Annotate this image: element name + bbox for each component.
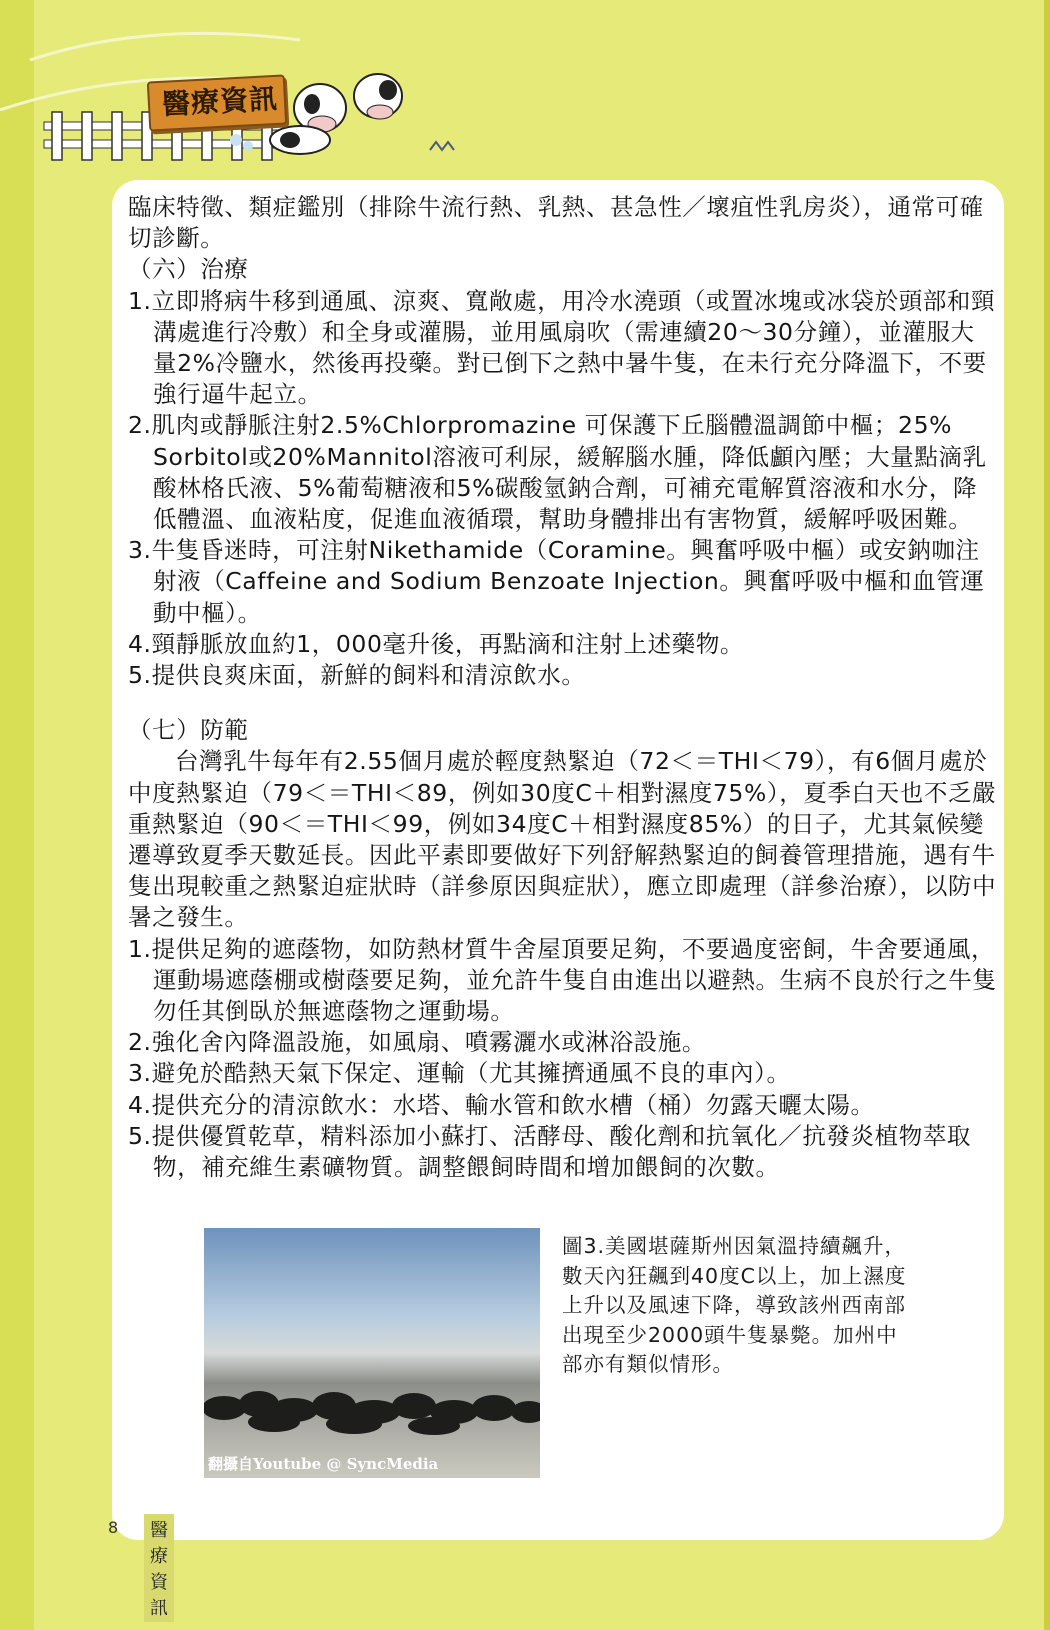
cattle-silhouettes	[204, 1378, 540, 1438]
list-item: 1.提供足夠的遮蔭物，如防熱材質牛舍屋頂要足夠，不要過度密飼，牛舍要通風，運動場遮蔭棚或樹蔭要足夠，並允許牛隻自由進出以避熱。生病不良於行之牛隻勿任其倒臥於無遮蔭物之運動場。	[128, 934, 997, 1026]
paragraph: 臨床特徵、類症鑑別（排除牛流行熱、乳熱、甚急性／壞疽性乳房炎），通常可確切診斷。	[128, 193, 984, 253]
list-item: 4.提供充分的清涼飲水：水塔、輸水管和飲水槽（桶）勿露天曬太陽。	[128, 1090, 875, 1119]
footer-section-label: 醫療資訊	[144, 1514, 174, 1622]
section-title: 醫療資訊	[161, 81, 279, 122]
list-item: 1.立即將病牛移到通風、涼爽、寬敞處，用冷水澆頭（或置冰塊或冰袋於頭部和頸溝處進行冷敷）和全身或灌腸，並用風扇吹（需連續20～30分鐘），並灌服大量2%冷鹽水，然後再投藥。對已倒下之熱中暑牛隻，在未行充分降溫下，不要強行逼牛起立。	[128, 286, 996, 409]
photo-credit: 翻攝自Youtube @ SyncMedia	[208, 1455, 439, 1473]
list-item: 5.提供良爽床面，新鮮的飼料和清涼飲水。	[128, 661, 586, 690]
list-item: 3.牛隻昏迷時，可注射Nikethamide（Coramine。興奮呼吸中樞）或安鈉咖注射液（Caffeine and Sodium Benzoate Injection。興奮呼吸中樞和血管運動中樞）。	[128, 536, 985, 627]
article-body	[128, 192, 998, 1183]
list-item: 5.提供優質乾草，精料添加小蘇打、活酵母、酸化劑和抗氧化／抗發炎植物萃取物，補充維生素礦物質。調整餵飼時間和增加餵飼的次數。	[128, 1121, 972, 1182]
figure-caption: 圖3.美國堪薩斯州因氣溫持續飆升，數天內狂飆到40度C以上，加上濕度上升以及風速下降，導致該州西南部出現至少2000頭牛隻暴斃。加州中部亦有類似情形。	[562, 1234, 907, 1376]
subheading-treatment: （六）治療	[128, 255, 249, 284]
right-edge	[1044, 0, 1050, 1630]
list-item: 4.頸靜脈放血約1，000毫升後，再點滴和注射上述藥物。	[128, 629, 745, 658]
paragraph: 台灣乳牛每年有2.55個月處於輕度熱緊迫（72＜＝THI＜79），有6個月處於中度熱緊迫（79＜＝THI＜89，例如30度C＋相對濕度75%），夏季白天也不乏嚴重熱緊迫（90＜＝THI＜99，例如34度C＋相對濕度85%）的日子，尤其氣候變遷導致夏季天數延長。因此平素即要做好下列舒解熱緊迫的飼養管理措施，遇有牛隻出現較重之熱緊迫症狀時（詳參原因與症狀），應立即處理（詳參治療），以防中暑之發生。	[128, 747, 997, 932]
list-item: 3.避免於酷熱天氣下保定、運輸（尤其擁擠通風不良的車內）。	[128, 1059, 791, 1088]
list-item: 2.強化舍內降溫設施，如風扇、噴霧灑水或淋浴設施。	[128, 1028, 706, 1057]
left-margin-bar	[0, 0, 34, 1630]
list-item: 2.肌肉或靜脈注射2.5%Chlorpromazine 可保護下丘腦體溫調節中樞；25% Sorbitol或20%Mannitol溶液可利尿，緩解腦水腫，降低顱內壓；大量點滴乳酸林格氏液、5%葡萄糖液和5%碳酸氫鈉合劑，可補充電解質溶液和水分，降低體溫、血液粘度，促進血液循環，幫助身體排出有害物質，緩解呼吸困難。	[128, 411, 987, 534]
cattle-photo	[204, 1228, 540, 1478]
page-number: 8	[108, 1518, 119, 1537]
subheading-prevention: （七）防範	[128, 716, 249, 745]
